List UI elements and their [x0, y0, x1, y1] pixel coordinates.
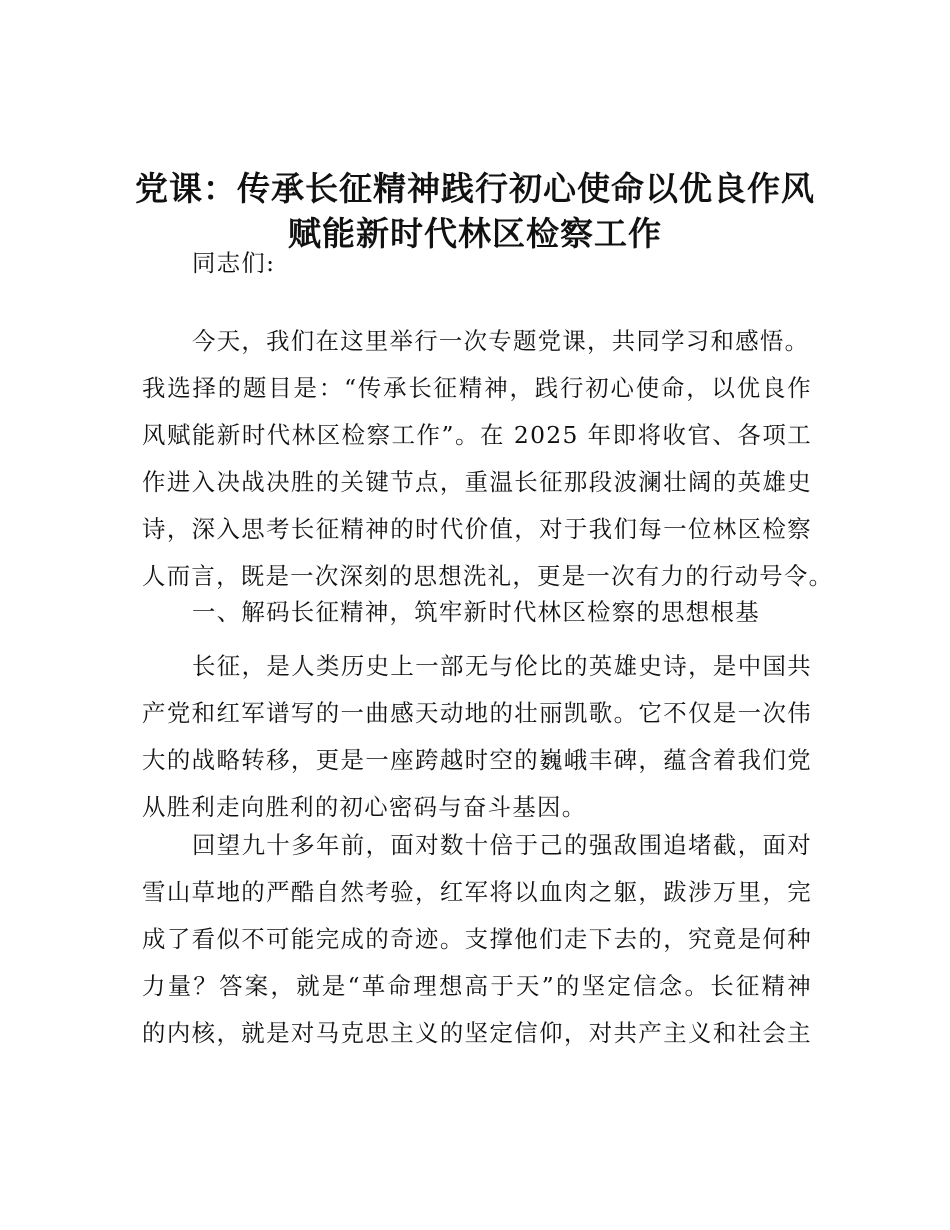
title-line-2: 赋能新时代林区检察工作 — [288, 214, 662, 253]
paragraph-line: 雪山草地的严酷自然考验，红军将以血肉之躯，跋涉万里，完 — [142, 878, 812, 906]
paragraph-line: 的内核，就是对马克思主义的坚定信仰，对共产主义和社会主 — [142, 1019, 812, 1047]
paragraph-line: 风赋能新时代林区检察工作”。在 2025 年即将收官、各项工 — [142, 421, 812, 449]
section-heading-1 — [142, 589, 812, 636]
paragraph-line: 从胜利走向胜利的初心密码与奋斗基因。 — [142, 793, 587, 821]
paragraph-line: 长征，是人类历史上一部无与伦比的英雄史诗，是中国共 — [192, 652, 812, 680]
section-heading-text: 一、解码长征精神，筑牢新时代林区检察的思想根基 — [192, 598, 760, 626]
paragraph-line: 人而言，既是一次深刻的思想洗礼，更是一次有力的行动号令。 — [142, 562, 834, 590]
paragraph-line: 作进入决战决胜的关键节点，重温长征那段波澜壮阔的英雄史 — [142, 468, 812, 496]
paragraph-line: 产党和红军谱写的一曲感天动地的壮丽凯歌。它不仅是一次伟 — [142, 699, 812, 727]
greeting-text: 同志们: — [192, 249, 276, 277]
paragraph-long-march — [142, 643, 812, 831]
paragraph-intro — [142, 318, 834, 600]
paragraph-line: 回望九十多年前，面对数十倍于己的强敌围追堵截，面对 — [192, 831, 812, 859]
paragraph-retrospect — [142, 822, 812, 1057]
paragraph-line: 成了看似不可能完成的奇迹。支撑他们走下去的，究竟是何种 — [142, 925, 812, 953]
title-line-1: 党课：传承长征精神践行初心使命以优良作风 — [135, 169, 815, 208]
greeting — [142, 240, 812, 287]
paragraph-line: 今天，我们在这里举行一次专题党课，共同学习和感悟。 — [192, 327, 810, 355]
paragraph-line: 力量？答案，就是“革命理想高于天”的坚定信念。长征精神 — [142, 972, 812, 1000]
paragraph-line: 我选择的题目是：“传承长征精神，践行初心使命，以优良作 — [142, 374, 812, 402]
paragraph-line: 大的战略转移，更是一座跨越时空的巍峨丰碑，蕴含着我们党 — [142, 746, 812, 774]
paragraph-line: 诗，深入思考长征精神的时代价值，对于我们每一位林区检察 — [142, 515, 812, 543]
